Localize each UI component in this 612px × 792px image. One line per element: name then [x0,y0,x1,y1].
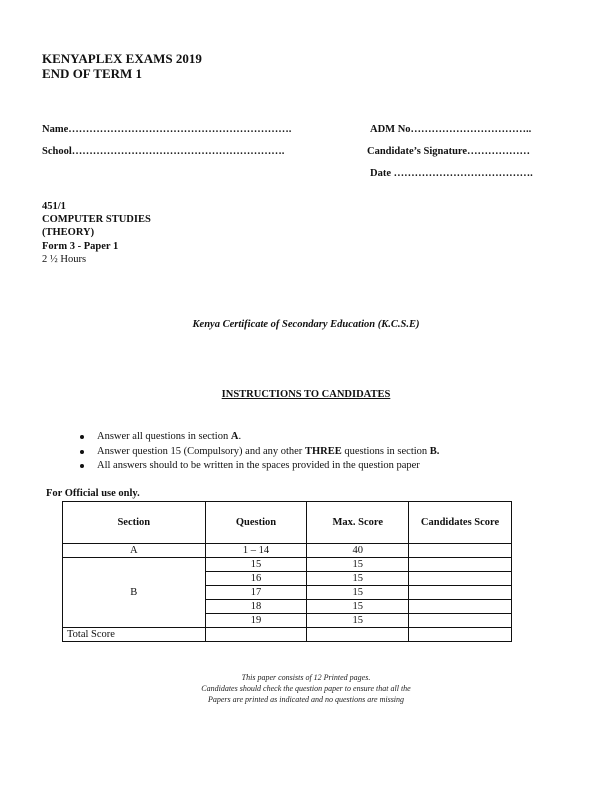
signature-field: Candidate’s Signature……………… [367,146,531,157]
header-max-score: Max. Score [307,502,409,544]
instructions-list [80,430,439,474]
paper-form: Form 3 - Paper 1 [42,241,119,252]
school-field: School……………………………………………………. [42,146,285,157]
max-score-cell: 15 [307,614,409,628]
max-score-cell: 15 [307,558,409,572]
header-candidates-score: Candidates Score [409,502,512,544]
candidate-score-cell[interactable] [409,572,512,586]
candidate-score-cell[interactable] [409,614,512,628]
instructions-title: INSTRUCTIONS TO CANDIDATES [221,389,391,400]
paper-type: (THEORY) [42,227,95,238]
total-row [63,628,512,642]
name-field: Name………………………………………………………. [42,124,292,135]
total-score-label: Total Score [63,628,206,642]
candidate-score-cell[interactable] [409,544,512,558]
table-header-row [63,502,512,544]
header-question: Question [205,502,307,544]
exam-term: END OF TERM 1 [42,66,143,81]
adm-field: ADM No…………………………….. [370,124,532,135]
paper-subject: COMPUTER STUDIES [42,214,151,225]
paper-duration: 2 ½ Hours [42,254,87,265]
instruction-item: Answer all questions in section A. [80,430,439,445]
section-cell: B [63,558,206,628]
instruction-item: Answer question 15 (Compulsory) and any other THREE questions in section B. [80,445,439,460]
score-table [62,501,512,642]
question-cell: 1 – 14 [205,544,307,558]
total-max-cell [307,628,409,642]
header-section: Section [63,502,206,544]
exam-title: KENYAPLEX EXAMS 2019 [42,51,202,66]
total-question-cell [205,628,307,642]
question-cell: 15 [205,558,307,572]
total-candidate-cell[interactable] [409,628,512,642]
certificate-title: Kenya Certificate of Secondary Education (K.C.S.E) [192,319,420,330]
max-score-cell: 15 [307,572,409,586]
question-cell: 18 [205,600,307,614]
date-field: Date …………………………………. [370,168,533,179]
question-cell: 19 [205,614,307,628]
footer-note [0,672,612,705]
footer-line: This paper consists of 12 Printed pages. [241,673,371,682]
max-score-cell: 15 [307,586,409,600]
candidate-score-cell[interactable] [409,600,512,614]
paper-code: 451/1 [42,201,66,212]
max-score-cell: 40 [307,544,409,558]
max-score-cell: 15 [307,600,409,614]
question-cell: 17 [205,586,307,600]
candidate-score-cell[interactable] [409,558,512,572]
candidate-score-cell[interactable] [409,586,512,600]
official-use-label: For Official use only. [46,488,140,499]
instruction-item: All answers should to be written in the spaces provided in the question paper [80,459,439,474]
table-row [63,544,512,558]
question-cell: 16 [205,572,307,586]
footer-line: Papers are printed as indicated and no questions are missing [207,695,405,704]
table-row [63,558,512,572]
section-cell: A [63,544,206,558]
footer-line: Candidates should check the question paper to ensure that all the [201,684,411,693]
